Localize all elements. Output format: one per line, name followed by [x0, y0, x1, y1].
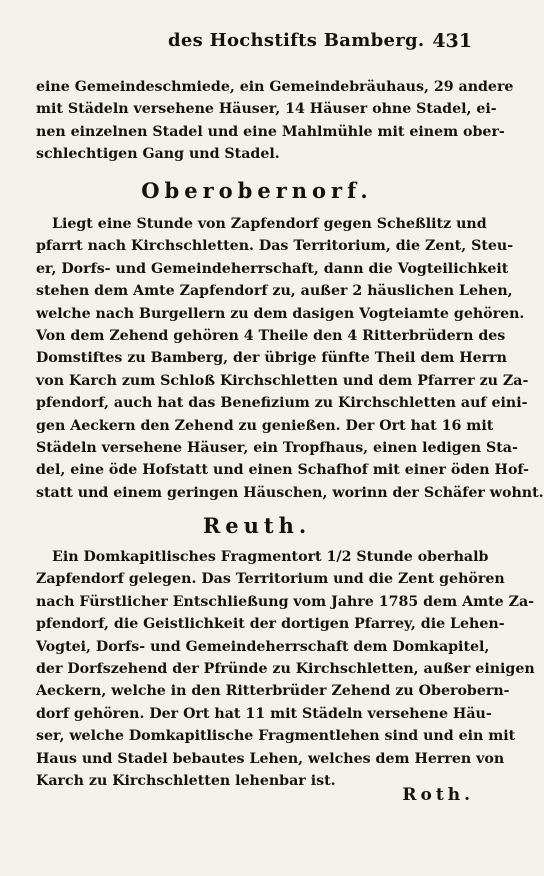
text-line: welche nach Burgellern zu dem dasigen Vogteiamte gehören. — [36, 305, 525, 322]
text-line: Domstiftes zu Bamberg, der übrige fünfte Theil dem Herrn — [36, 350, 507, 367]
text-line: Vogtei, Dorfs- und Gemeindeherrschaft dem Domkapitel, — [36, 638, 490, 655]
text-line: del, eine öde Hofstatt und einen Schafhof mit einer öden Hof- — [36, 462, 529, 479]
text-line: von Karch zum Schloß Kirchschletten und dem Pfarrer zu Za- — [36, 372, 529, 389]
section-paragraph-reuth — [36, 546, 535, 792]
catchword: Roth. — [402, 785, 474, 805]
text-line: er, Dorfs- und Gemeindeherrschaft, dann die Vogteilichkeit — [36, 260, 509, 277]
text-line: eine Gemeindeschmiede, ein Gemeindebräuhaus, 29 andere — [36, 79, 514, 95]
text-line: stehen dem Amte Zapfendorf zu, außer 2 häuslichen Lehen, — [36, 283, 513, 300]
text-line: dorf gehören. Der Ort hat 11 mit Städeln versehene Häu- — [36, 705, 492, 722]
text-line: Haus und Stadel bebautes Lehen, welches dem Herren von — [36, 750, 505, 767]
intro-paragraph — [36, 76, 514, 166]
text-line: nach Fürstlicher Entschließung vom Jahre 1785 dem Amte Za- — [36, 593, 535, 610]
text-line: Aeckern, welche in den Ritterbrüder Zehend zu Oberobern- — [36, 683, 510, 700]
text-line: nen einzelnen Stadel und eine Mahlmühle mit einem ober- — [36, 123, 505, 140]
text-line: Karch zu Kirchschletten lehenbar ist. — [36, 773, 336, 790]
running-head: des Hochstifts Bamberg. — [168, 30, 425, 51]
section-title-oberobernorf: Oberobernorf. — [141, 178, 373, 203]
section-title-reuth: Reuth. — [202, 513, 312, 538]
text-line: pfendorf, auch hat das Benefizium zu Kirchschletten auf eini- — [36, 395, 528, 412]
text-line: statt und einem geringen Häuschen, worinn der Schäfer wohnt. — [36, 484, 544, 501]
text-line: mit Städeln versehene Häuser, 14 Häuser ohne Stadel, ei- — [36, 101, 497, 118]
section-paragraph-oberobernorf — [36, 213, 544, 504]
text-line: Städeln versehene Häuser, ein Tropfhaus, einen ledigen Sta- — [36, 440, 518, 457]
text-line: gen Aeckern den Zehend zu genießen. Der Ort hat 16 mit — [36, 417, 494, 434]
text-line: Liegt eine Stunde von Zapfendorf gegen Scheßlitz und — [52, 216, 487, 232]
text-line: der Dorfszehend der Pfründe zu Kirchschletten, außer einigen — [36, 661, 535, 678]
text-line: pfendorf, die Geistlichkeit der dortigen Pfarrey, die Lehen- — [36, 616, 505, 633]
text-line: Zapfendorf gelegen. Das Territorium und die Zent gehören — [36, 571, 505, 588]
text-line: Ein Domkapitlisches Fragmentort 1/2 Stunde oberhalb — [52, 549, 489, 565]
text-line: pfarrt nach Kirchschletten. Das Territorium, die Zent, Steu- — [36, 238, 514, 255]
text-line: Von dem Zehend gehören 4 Theile den 4 Ritterbrüdern des — [36, 328, 506, 345]
text-line: ser, welche Domkapitlische Fragmentlehen sind und ein mit — [36, 728, 516, 745]
page-number: 431 — [432, 30, 472, 52]
text-line: schlechtigen Gang und Stadel. — [36, 146, 280, 163]
